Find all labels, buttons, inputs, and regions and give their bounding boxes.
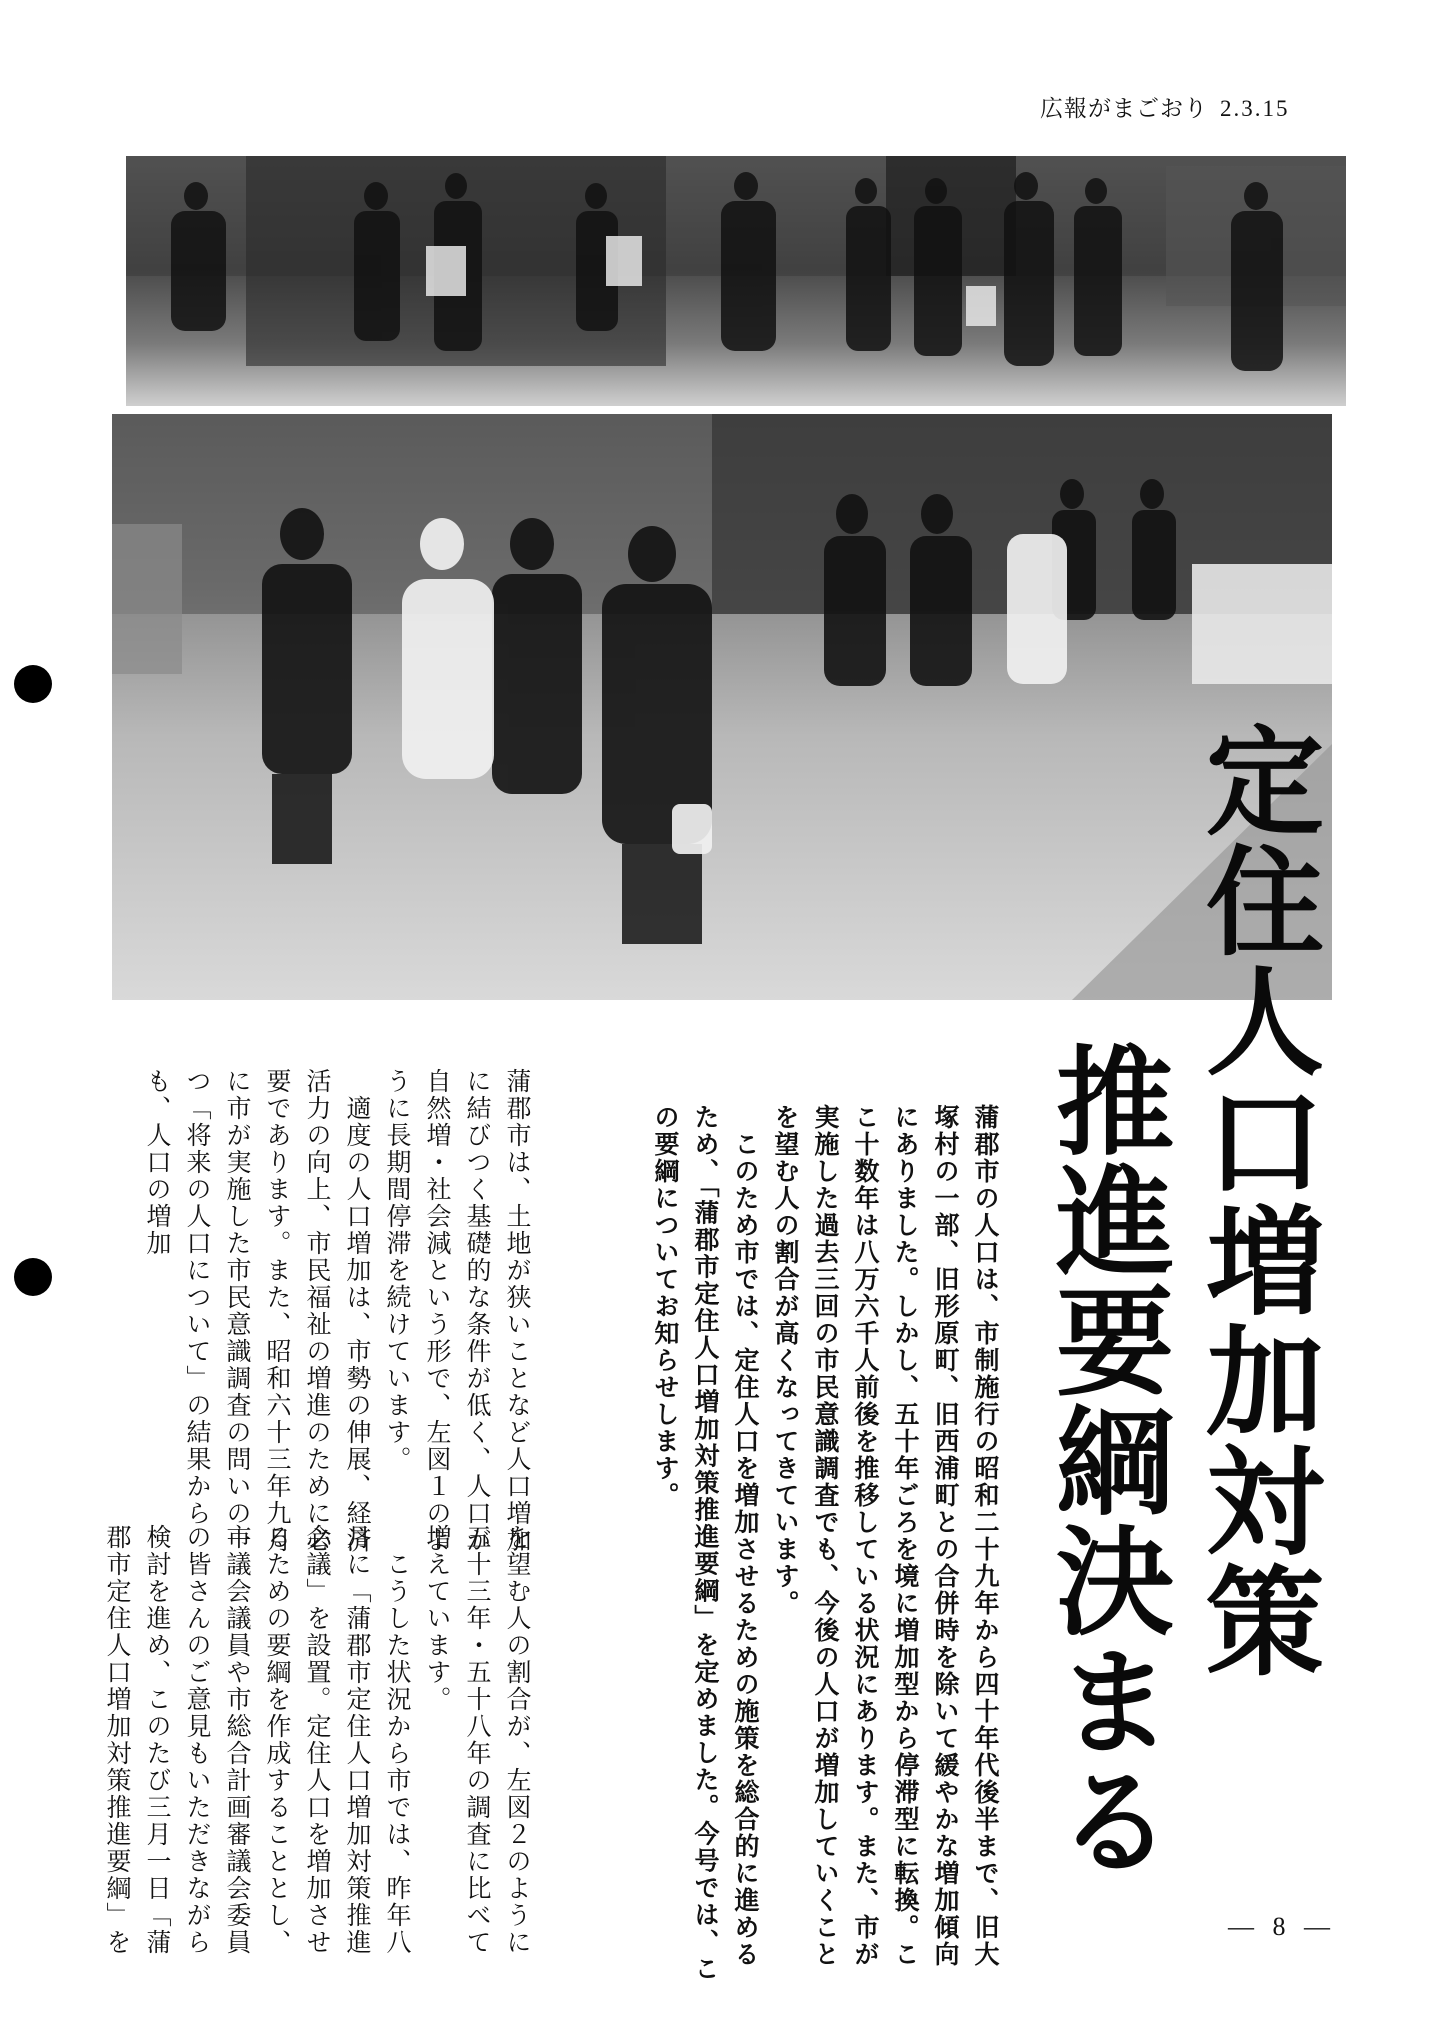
article-body-lower: を望む人の割合が、左図２のように五十三年・五十八年の調査に比べて増えています。 こうした状況から市では、昨年八月に「蒲郡市定住人口増加対策推進会議」を設置。定住人口を増加させるための要綱を作成することとし、市議会議員や市総合計画審議会委員の皆さんのご意見もいただきながら検討を進め、このたび三月一日「蒲郡市定住人口増加対策推進要綱」を (103, 1524, 532, 1956)
issue-date: 2.3.15 (1220, 96, 1290, 121)
article-title-line1: 定住人口増加対策 (1186, 720, 1324, 1680)
article-title-line2: 推進要綱決まる (1036, 1040, 1174, 1880)
page-number: — 8 — (1228, 1912, 1336, 1941)
publication-header (1040, 90, 1290, 123)
binder-hole-upper (14, 665, 52, 703)
photo-station-exit-commuters (126, 156, 1346, 406)
article-lead: 蒲郡市の人口は、市制施行の昭和二十九年から四十年代後半まで、旧大塚村の一部、旧形原町、旧西浦町との合併時を除いて緩やかな増加傾向にありました。しかし、五十年ごろを境に増加型から停滞型に転換。ここ十数年は八万六千人前後を推移している状況にあります。また、市が実施した過去三回の市民意識調査でも、今後の人口が増加していくことを望む人の割合が高くなってきています。 このため市では、定住人口を増加させるための施策を総合的に進めるため、「蒲郡市定住人口増加対策推進要綱」を定めました。今号では、この要綱についてお知らせします。 (651, 1104, 1000, 1983)
photo-students-walking (112, 414, 1332, 1000)
photo-top-illustration (126, 156, 1346, 406)
article-body-upper: 蒲郡市は、土地が狭いことなど人口増加に結びつく基礎的な条件が低く、人口が自然増・社会減という形で、左図１のように長期間停滞を続けています。 適度の人口増加は、市勢の伸展、経済活力の向上、市民福祉の増進のために必要であります。また、昭和六十三年九月に市が実施した市民意識調査の問いの一つ「将来の人口について」の結果からも、人口の増加 (143, 1068, 532, 1554)
publication-name: 広報がまごおり (1040, 96, 1208, 122)
photo-main-illustration (112, 414, 1332, 1000)
binder-hole-lower (14, 1258, 52, 1296)
